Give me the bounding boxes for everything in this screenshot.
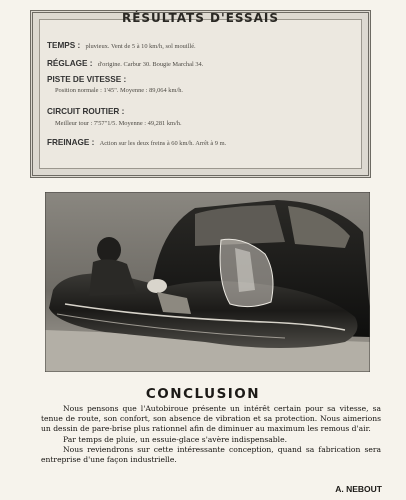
- conclusion-paragraph: Par temps de pluie, un essuie-glace s'avère indispensable.: [63, 434, 288, 444]
- conclusion-body: [41, 404, 381, 465]
- results-detail-circuit: Meilleur tour : 7'57"1/5. Moyenne : 49,281 km/h.: [55, 120, 182, 127]
- conclusion-paragraph: Nous pensons que l'Autobiroue présente un intérêt certain pour sa vitesse, sa tenue de route, son confort, son absence de vibration et sa protection. Nous aimerions un dessin de pare-brise plus rationnel afin de diminuer au maximum les remous d'air.: [41, 404, 381, 434]
- results-heading-circuit: CIRCUIT ROUTIER :: [47, 107, 125, 116]
- results-heading-freinage: FREINAGE :: [47, 138, 95, 147]
- results-detail-reglage: d'origine. Carbur 30. Bougie Marchal 34.: [97, 61, 204, 68]
- results-title: RÉSULTATS D'ESSAIS: [121, 11, 280, 25]
- results-heading-reglage: RÉGLAGE :: [47, 59, 93, 68]
- results-detail-freinage: Action sur les deux freins à 60 km/h. Arrêt à 9 m.: [99, 140, 227, 147]
- conclusion-paragraph: Nous reviendrons sur cette intéressante conception, quand sa fabrication sera entreprise d'une façon industrielle.: [41, 444, 381, 465]
- results-row-circuit: [47, 107, 360, 128]
- results-detail-piste: Position normale : 1'45". Moyenne : 89,064 km/h.: [55, 87, 184, 94]
- results-row-reglage: [47, 59, 360, 69]
- author-signature: A. NEBOUT: [335, 484, 382, 494]
- vehicle-photo-drawing: [45, 192, 370, 372]
- vehicle-photo: [45, 192, 370, 372]
- results-row-piste: [47, 75, 360, 95]
- results-detail-temps: pluvieux. Vent de 5 à 10 km/h, sol mouillé.: [85, 43, 196, 50]
- results-box: [30, 10, 371, 178]
- results-heading-piste: PISTE DE VITESSE :: [47, 75, 127, 84]
- results-row-freinage: [47, 138, 360, 148]
- conclusion-title: CONCLUSION: [145, 386, 261, 402]
- results-heading-temps: TEMPS :: [47, 41, 81, 50]
- results-row-temps: [47, 41, 360, 51]
